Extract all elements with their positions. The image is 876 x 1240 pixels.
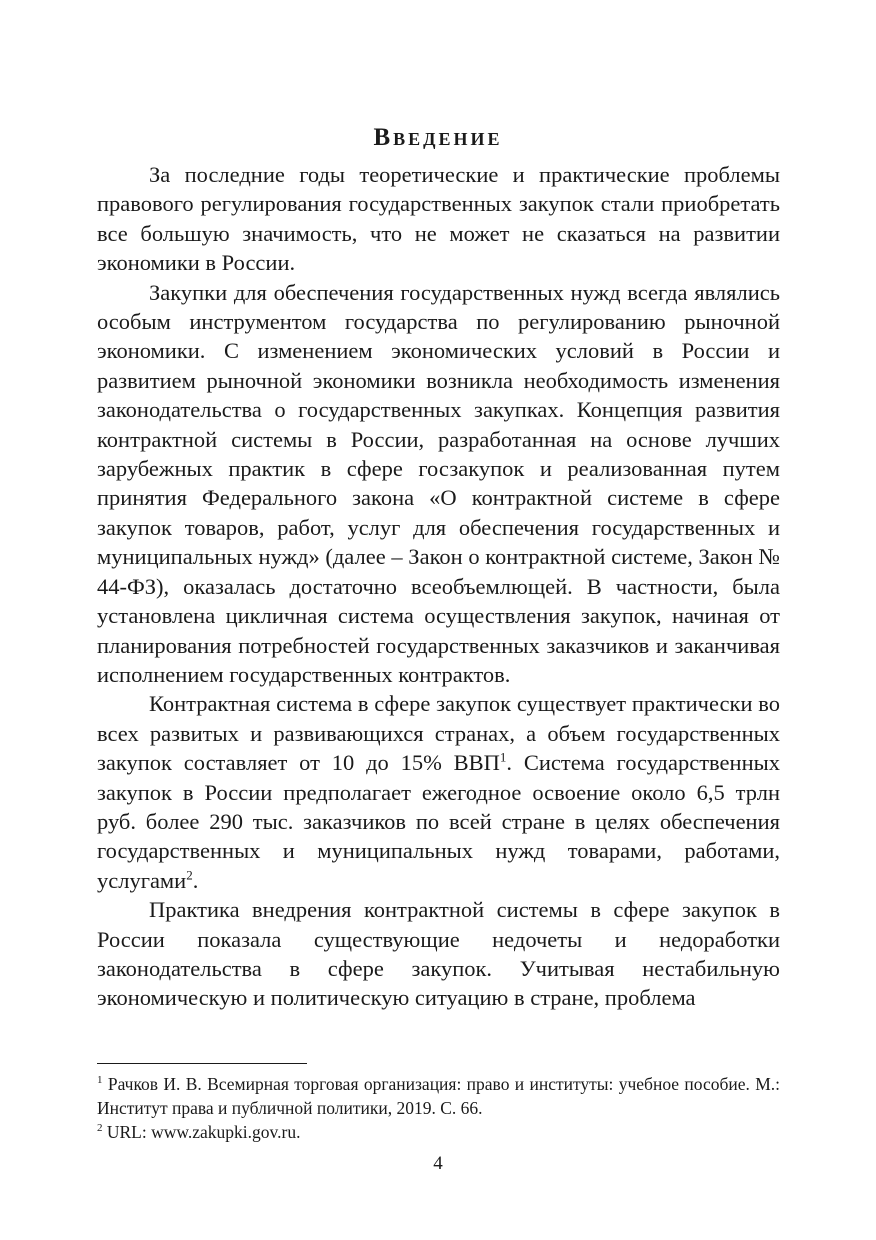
- paragraph-3-part-2: . Система государственных закупок в России предполагает ежегодное освоение около 6,5 трлн руб. более 290 тыс. заказчиков по всей стране в целях обеспечения государственных и муниципальных нужд товарами, работами, услугами: [97, 750, 780, 893]
- paragraph-2: Закупки для обеспечения государственных нужд всегда являлись особым инструментом государства по регулированию рыночной экономики. С изменением экономических условий в России и развитием рыночной экономики возникла необходимость изменения законодательства о государственных закупках. Концепция развития контрактной системы в России, разработанная на основе лучших зарубежных практик в сфере госзакупок и реализованная путем принятия Федерального закона «О контрактной системе в сфере закупок товаров, работ, услуг для обеспечения государственных и муниципальных нужд» (далее – Закон о контрактной системе, Закон № 44-ФЗ), оказалась достаточно всеобъемлющей. В частности, была установлена цикличная система осуществления закупок, начиная от планирования потребностей государственных заказчиков и заканчивая исполнением государственных контрактов.: [97, 279, 780, 687]
- footnote-ref-1[interactable]: 1: [499, 749, 507, 765]
- footnote-divider: [97, 1063, 307, 1064]
- footnote-marker-2: 2: [97, 1122, 103, 1135]
- footnotes: [97, 1072, 780, 1144]
- footnote-ref-2[interactable]: 2: [186, 867, 193, 883]
- body-text: [97, 160, 780, 1013]
- paragraph-1: За последние годы теоретические и практические проблемы правового регулирования государственных закупок стали приобретать все большую значимость, что не может не сказаться на развитии экономики в России.: [97, 162, 780, 276]
- paragraph-3-part-3: .: [192, 867, 199, 893]
- page-title: Введение: [373, 123, 503, 151]
- page-number: 4: [433, 1153, 443, 1174]
- footnote-2: [97, 1120, 780, 1144]
- footnote-2-text: URL: www.zakupki.gov.ru.: [106, 1122, 301, 1142]
- paragraph-3-part-1: Контрактная система в сфере закупок существует практически во всех развитых и развивающихся странах, а объем государственных закупок составляет от 10 до 15% ВВП: [97, 691, 780, 776]
- footnote-1-text: Рачков И. В. Всемирная торговая организация: право и институты: учебное пособие. М.: Институт права и публичной политики, 2019. С. 66.: [97, 1074, 780, 1118]
- paragraph-3: [97, 689, 780, 895]
- footnote-1: [97, 1072, 780, 1120]
- paragraph-4: Практика внедрения контрактной системы в сфере закупок в России показала существующие недочеты и недоработки законодательства в сфере закупок. Учитывая нестабильную экономическую и политическую ситуацию в стране, проблема: [97, 897, 780, 1011]
- footnote-marker-1: 1: [97, 1074, 103, 1087]
